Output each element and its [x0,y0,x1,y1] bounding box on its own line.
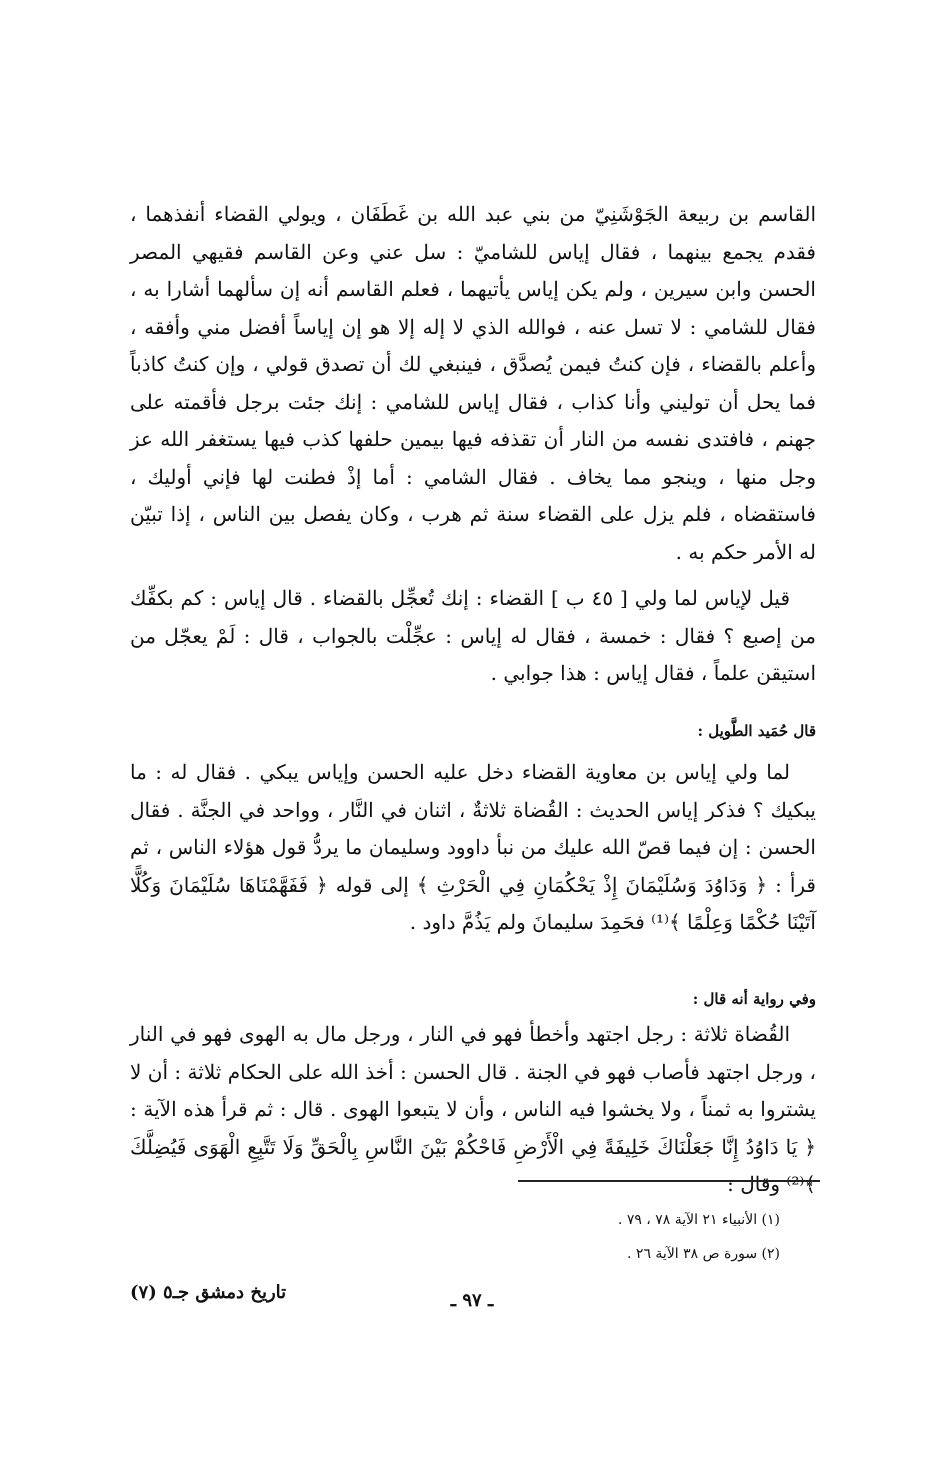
paragraph-3: لما ولي إياس بن معاوية القضاء دخل عليه الحسن وإياس يبكي . فقال له : ما يبكيك ؟ فذكر إياس الحديث : القُضاة ثلاثةٌ ، اثنان في النَّار ، وواحد في الجنَّة . فقال الحسن : إن فيما قصّ الله عليك من نبأ داوود وسليمان ما يردُّ قول هؤلاء الناس ، ثم قرأ : ﴿ وَدَاوُدَ وَسُلَيْمَانَ إِذْ يَحْكُمَانِ فِي الْحَرْثِ ﴾ إلى قوله ﴿ فَفَهَّمْنَاهَا سُلَيْمَانَ وَكُلًّا آتَيْنَا حُكْمًا وَعِلْمًا ﴾⁽¹⁾ فحَمِدَ سليمانَ ولم يَذُمَّ داود . [130,760,816,934]
section-heading-riwaya: وفي رواية أنه قال : [692,990,816,1008]
paragraph-2: قيل لإياس لما ولي [ ٤٥ ب ] القضاء : إنك تُعجِّل بالقضاء . قال إياس : كم بكفِّك من إصبع ؟ فقال : خمسة ، فقال له إياس : عجِّلْت بالجواب ، قال : لَمْ يعجّل من استيقن علماً ، فقال إياس : هذا جوابي . [130,586,816,685]
paragraph-4: القُضاة ثلاثة : رجل اجتهد وأخطأ فهو في النار ، ورجل مال به الهوى فهو في النار ، ورجل اجتهد فأصاب فهو في الجنة . قال الحسن : أخذ الله على الحكام ثلاثة : أن لا يشتروا به ثمناً ، ولا يخشوا فيه الناس ، وأن لا يتبعوا الهوى . قال : ثم قرأ هذه الآية : ﴿ يَا دَاوُدُ إِنَّا جَعَلْنَاكَ خَلِيفَةً فِي الْأَرْضِ فَاحْكُمْ بَيْنَ النَّاسِ بِالْحَقِّ وَلَا تَتَّبِعِ الْهَوَى فَيُضِلَّكَ ﴾⁽²⁾ وقال : [130,1022,816,1196]
main-text-middle [130,580,816,693]
footnote-1: (١) الأنبياء ٢١ الآية ٧٨ ، ٧٩ . [617,1212,780,1228]
main-text-humayd [130,754,816,942]
main-text-riwaya [130,1016,816,1204]
section-heading-humayd: قال حُمَيد الطَّويل : [697,722,816,740]
page-number: ـ ٩٧ ـ [450,1290,494,1311]
book-signature: تاريخ دمشق جـ٥ (٧) [130,1282,287,1303]
main-text-top [130,196,816,571]
footnote-divider [518,1180,820,1182]
footnote-2: (٢) سورة ص ٣٨ الآية ٢٦ . [627,1246,780,1262]
paragraph-1: القاسم بن ربيعة الجَوْشَنِيّ من بني عبد الله بن غَطَفَان ، ويولي القضاء أنفذهما ، فقدم يجمع بينهما ، فقال إياس للشاميّ : سل عني وعن القاسم فقيهي المصر الحسن وابن سيرين ، ولم يكن إياس يأتيهما ، فعلم القاسم أنه إن سألهما أشارا به ، فقال للشامي : لا تسل عنه ، فوالله الذي لا إله إلا هو إن إياساً أفضل مني وأفقه ، وأعلم بالقضاء ، فإن كنتُ فيمن يُصدَّق ، فينبغي لك أن تصدق قولي ، وإن كنتُ كاذباً فما يحل أن توليني وأنا كذاب ، فقال إياس للشامي : إنك جئت برجل فأقمته على جهنم ، فافتدى نفسه من النار أن تقذفه فيها بيمين حلفها كذب فيها يستغفر الله عز وجل منها ، وينجو مما يخاف . فقال الشامي : أما إذْ فطنت لها فإني أوليك ، فاستقضاه ، فلم يزل على القضاء سنة ثم هرب ، وكان يفصل بين الناس ، إذا تبيّن له الأمر حكم به . [130,202,817,564]
